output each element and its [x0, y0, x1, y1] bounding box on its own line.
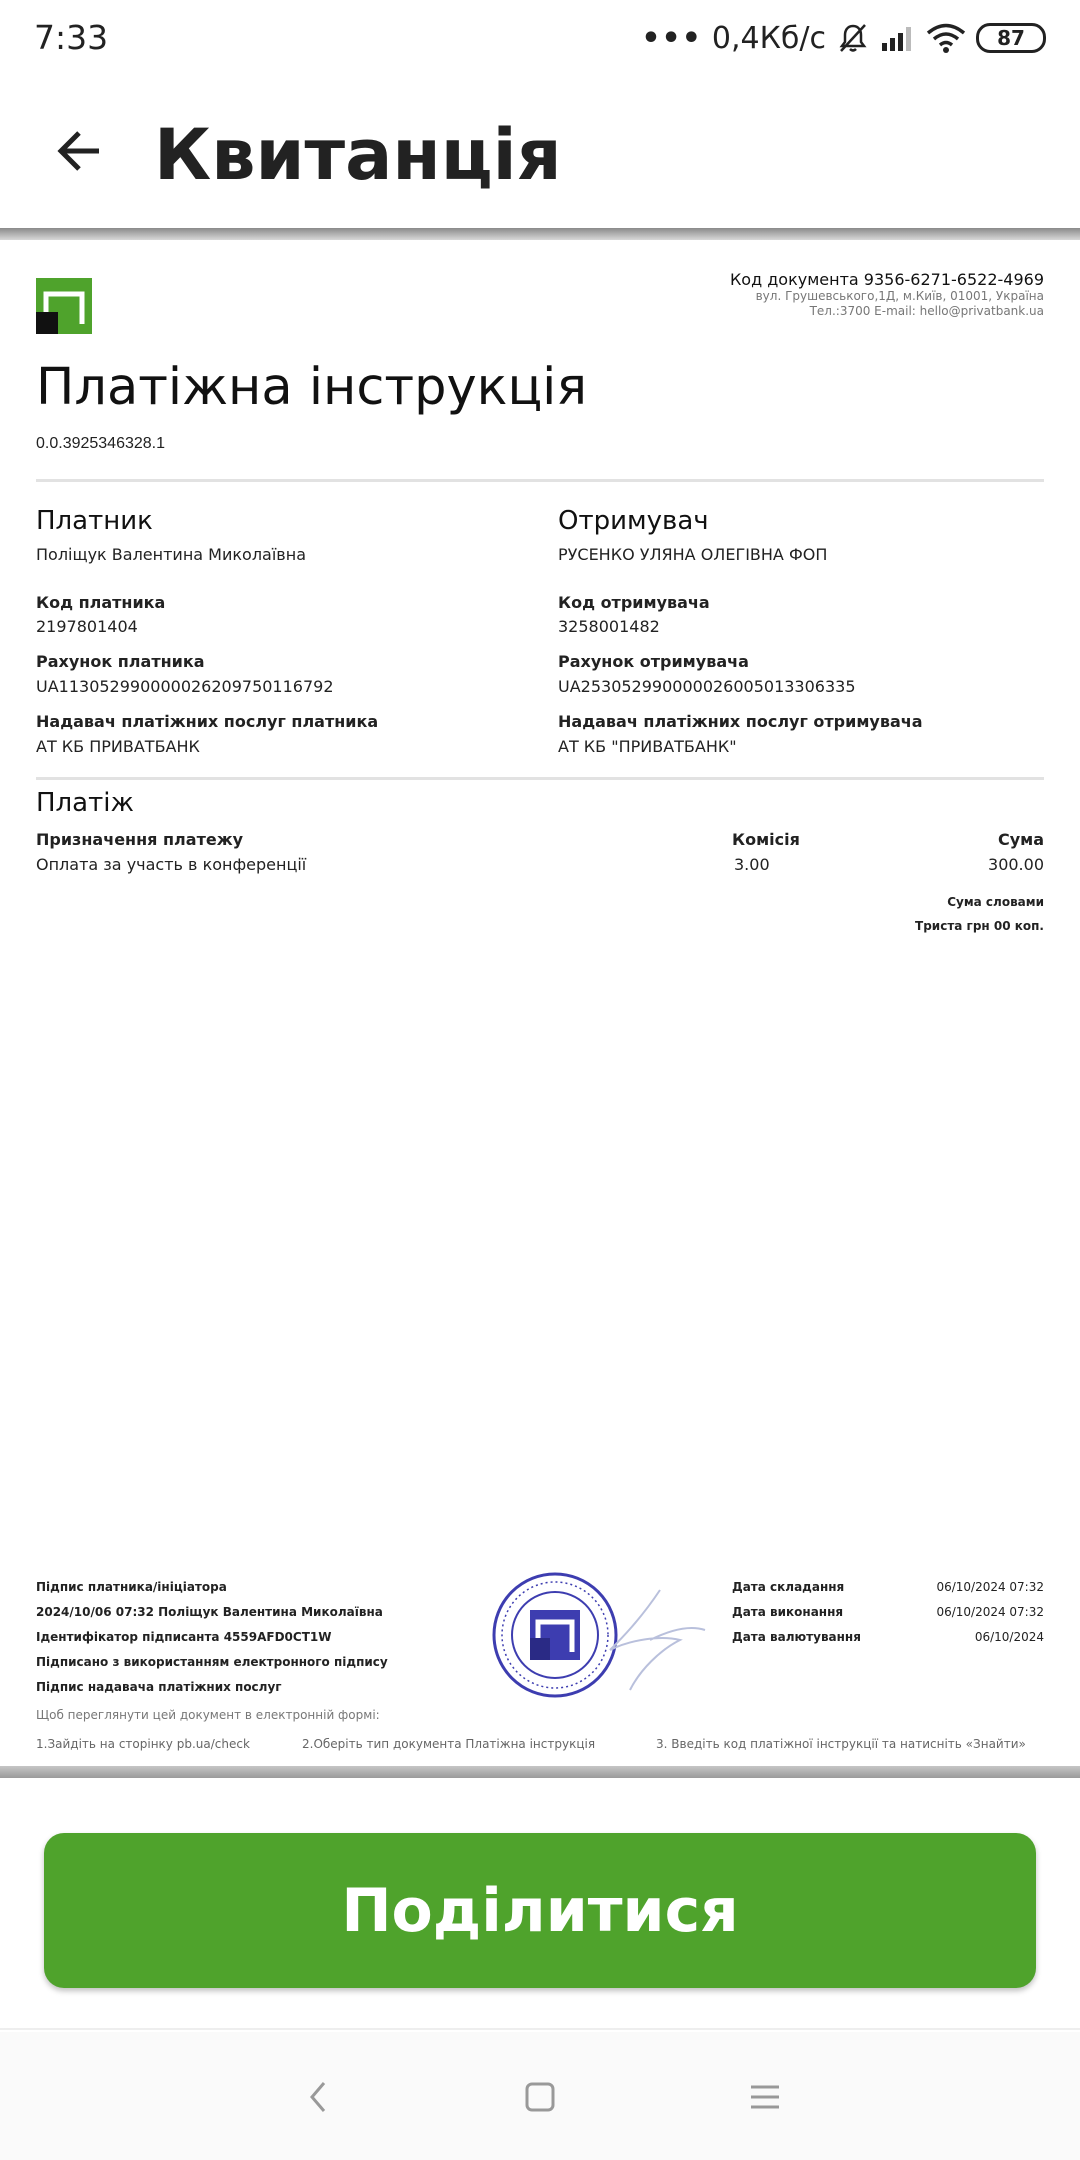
- view-hint: Щоб переглянути цей документ в електронній формі:: [36, 1708, 380, 1722]
- page-title: Квитанція: [154, 114, 562, 196]
- initiator-signature-label: Підпис платника/ініціатора: [36, 1580, 227, 1594]
- sum-words-value: Триста грн 00 коп.: [915, 919, 1044, 933]
- share-button[interactable]: Поділитися: [44, 1833, 1036, 1988]
- payer-name: Поліщук Валентина Миколаївна: [36, 545, 306, 564]
- receiver-provider-label: Надавач платіжних послуг отримувача: [558, 712, 923, 731]
- document-meta: [730, 270, 1044, 319]
- document-title: Платіжна інструкція: [36, 358, 588, 417]
- mute-bell-icon: [836, 21, 870, 55]
- payer-provider: АТ КБ ПРИВАТБАНК: [36, 737, 200, 756]
- signer-id: Ідентифікатор підписанта 4559AFD0CT1W: [36, 1630, 332, 1644]
- receiver-code-label: Код отримувача: [558, 593, 710, 612]
- receiver-account: UA253052990000026005013306335: [558, 677, 856, 696]
- check-step-1: 1.Зайдіть на сторінку pb.ua/check: [36, 1737, 250, 1751]
- executed-date: 06/10/2024 07:32: [936, 1605, 1044, 1619]
- arrow-left-icon: [53, 125, 105, 177]
- receipt-document[interactable]: [0, 240, 1080, 1768]
- nav-home-button[interactable]: [505, 2062, 575, 2132]
- payment-heading: Платіж: [36, 788, 134, 818]
- battery-icon: 87: [976, 23, 1046, 53]
- status-icons: [641, 16, 1046, 60]
- payer-account: UA113052990000026209750116792: [36, 677, 334, 696]
- signal-icon: [880, 23, 916, 53]
- commission-value: 3.00: [734, 855, 770, 874]
- more-dots-icon: •••: [641, 20, 702, 56]
- purpose-value: Оплата за участь в конференції: [36, 855, 307, 874]
- check-step-3: 3. Введіть код платіжної інструкції та натисніть «Знайти»: [656, 1737, 1026, 1751]
- payer-account-label: Рахунок платника: [36, 652, 205, 671]
- payer-heading: Платник: [36, 506, 153, 536]
- network-speed: 0,4Кб/с: [711, 20, 826, 56]
- purpose-label: Призначення платежу: [36, 830, 244, 849]
- payer-provider-label: Надавач платіжних послуг платника: [36, 712, 379, 731]
- wifi-icon: [926, 22, 966, 54]
- signed-note: Підписано з використанням електронного підпису: [36, 1655, 388, 1669]
- valuation-date-label: Дата валютування: [732, 1630, 861, 1644]
- divider: [36, 479, 1044, 482]
- status-time: 7:33: [34, 18, 109, 57]
- app-bar-shadow: [0, 228, 1080, 240]
- system-nav-bar: [0, 2032, 1080, 2160]
- share-area: [0, 1778, 1080, 2030]
- receiver-provider: АТ КБ "ПРИВАТБАНК": [558, 737, 737, 756]
- receiver-heading: Отримувач: [558, 506, 709, 536]
- signed-at: 2024/10/06 07:32 Поліщук Валентина Миколаївна: [36, 1605, 383, 1619]
- handwritten-signature: [600, 1580, 710, 1700]
- check-step-2: 2.Оберіть тип документа Платіжна інструкція: [302, 1737, 596, 1751]
- nav-back-icon: [304, 2079, 334, 2115]
- payer-code-label: Код платника: [36, 593, 166, 612]
- nav-home-icon: [524, 2081, 556, 2113]
- sum-value: 300.00: [988, 855, 1044, 874]
- bank-contact: Тел.:3700 E-mail: hello@privatbank.ua: [809, 304, 1044, 318]
- nav-recents-icon: [748, 2081, 782, 2113]
- provider-signature-label: Підпис надавача платіжних послуг: [36, 1680, 282, 1694]
- nav-recents-button[interactable]: [730, 2062, 800, 2132]
- created-date: 06/10/2024 07:32: [936, 1580, 1044, 1594]
- receiver-code: 3258001482: [558, 617, 660, 636]
- created-date-label: Дата складання: [732, 1580, 845, 1594]
- payer-code: 2197801404: [36, 617, 138, 636]
- bank-address: вул. Грушевського,1Д, м.Київ, 01001, Україна: [755, 289, 1044, 303]
- receiver-name: РУСЕНКО УЛЯНА ОЛЕГІВНА ФОП: [558, 545, 828, 564]
- document-code: Код документа 9356-6271-6522-4969: [729, 270, 1044, 289]
- valuation-date: 06/10/2024: [974, 1630, 1044, 1644]
- app-bar: [0, 76, 1080, 230]
- back-button[interactable]: [44, 116, 114, 186]
- receiver-account-label: Рахунок отримувача: [558, 652, 749, 671]
- receipt-bottom-edge: [0, 1766, 1080, 1778]
- privatbank-logo: [36, 278, 92, 334]
- commission-label: Комісія: [732, 830, 800, 849]
- executed-date-label: Дата виконання: [732, 1605, 844, 1619]
- divider: [36, 777, 1044, 780]
- sum-words-label: Сума словами: [947, 895, 1044, 909]
- nav-back-button[interactable]: [284, 2062, 354, 2132]
- sum-label: Сума: [997, 830, 1044, 849]
- status-bar: [0, 0, 1080, 76]
- document-number: 0.0.3925346328.1: [36, 435, 166, 452]
